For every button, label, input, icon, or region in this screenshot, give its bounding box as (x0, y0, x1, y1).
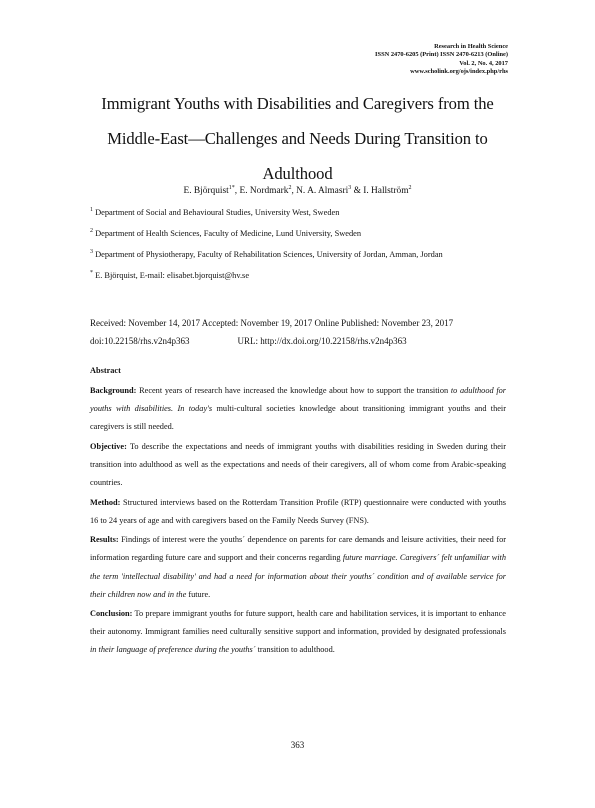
author-sup: 3 (348, 184, 352, 191)
method-text: Structured interviews based on the Rotterdam Transition Profile (RTP) questionnaire were conducted with youths 16 to 24 years of age and with caregivers based on the Family Needs Survey (FNS). (90, 497, 506, 525)
affiliation-item (90, 205, 506, 220)
affiliation-item (90, 226, 506, 241)
objective-text: To describe the expectations and needs of immigrant youths with disabilities residing in Sweden during their transition into adulthood as well as the expectations and needs of their caregivers, all of whom come from Arabic-speaking countries. (90, 441, 506, 488)
conclusion-text-2: transition to adulthood. (255, 645, 335, 655)
abstract-objective (90, 438, 506, 492)
corresponding-author: E. Björquist, E-mail: elisabet.bjorquist@hv.se (95, 271, 250, 280)
author-separator: & (351, 186, 364, 196)
doi[interactable]: doi:10.22158/rhs.v2n4p363 (90, 335, 190, 346)
doi-url[interactable]: URL: http://dx.doi.org/10.22158/rhs.v2n4p363 (237, 335, 407, 346)
affiliation-text: Department of Physiotherapy, Faculty of Rehabilitation Sciences, University of Jordan, Amman, Jordan (95, 250, 443, 259)
background-text: Recent years of research have increased the knowledge about how to support the transition (136, 386, 451, 396)
abstract-heading: Abstract (90, 366, 121, 375)
journal-name: Research in Health Science (434, 43, 508, 50)
journal-url[interactable]: www.scholink.org/ojs/index.php/rhs (410, 68, 508, 76)
author-sup: 1* (228, 184, 235, 191)
results-text-2: future. (186, 589, 211, 599)
author-sup: 2 (288, 184, 292, 191)
background-text-2: multi-cultural societies knowledge about transitioning immigrant youths and their caregivers is still needed. (90, 404, 507, 432)
author-sup: 2 (408, 184, 412, 191)
journal-issn: ISSN 2470-6205 (Print) ISSN 2470-6213 (Online) (375, 51, 508, 59)
author-name: N. A. Almasri (296, 186, 349, 196)
abstract (90, 362, 506, 661)
author-separator: , (234, 186, 240, 196)
received-accepted-published: Received: November 14, 2017 Accepted: November 19, 2017 Online Published: November 23, 2017 (90, 318, 454, 328)
conclusion-text: To prepare immigrant youths for future support, health care and habilitation services, it is important to enhance their autonomy. Immigrant families need culturally sensitive support and information, provided by designated professionals (90, 609, 506, 637)
paper-title (90, 86, 505, 191)
doi-row (90, 333, 506, 351)
affiliation-item (90, 268, 506, 283)
publication-dates (90, 315, 506, 350)
page-number: 363 (290, 740, 305, 750)
abstract-background (90, 382, 506, 436)
conclusion-label: Conclusion: (90, 609, 133, 619)
affiliation-sup: * (90, 270, 93, 277)
method-label: Method: (90, 497, 121, 507)
abstract-conclusion (90, 605, 506, 659)
title-line-2: Middle-East—Challenges and Needs During Transition to (107, 129, 488, 148)
affiliation-list (90, 205, 506, 289)
title-line-1: Immigrant Youths with Disabilities and Caregivers from the (101, 94, 494, 113)
conclusion-italic: in their language of preference during the youths´ (90, 645, 256, 655)
affiliation-text: Department of Social and Behavioural Studies, University West, Sweden (95, 208, 340, 217)
author-name: I. Hallström (363, 186, 409, 196)
results-italic: future marriage. Caregivers´ felt unfamiliar with the term 'intellectual disability' and had a need for information about their youths´ condition and of available service for their children now and in the (90, 553, 507, 599)
affiliation-text: Department of Health Sciences, Faculty of Medicine, Lund University, Sweden (95, 229, 362, 238)
results-text: Findings of interest were the youths´ dependence on parents for care demands and leisure activities, their need for information regarding future care and support and their concerns regarding (90, 535, 506, 563)
affiliation-sup: 3 (90, 249, 93, 256)
author-name: E. Nordmark (239, 186, 289, 196)
background-italic: to adulthood for youths with disabilities. In today's (90, 386, 506, 414)
journal-header (375, 43, 508, 77)
results-label: Results: (90, 535, 119, 545)
author-separator: , (291, 186, 297, 196)
author-name: E. Björquist (183, 186, 229, 196)
author-list (90, 186, 505, 196)
title-line-3: Adulthood (262, 164, 333, 183)
journal-volume: Vol. 2, No. 4, 2017 (459, 59, 508, 67)
background-label: Background: (90, 386, 137, 396)
abstract-method (90, 494, 506, 530)
affiliation-sup: 2 (90, 228, 93, 235)
objective-label: Objective: (90, 441, 127, 451)
affiliation-item (90, 247, 506, 262)
affiliation-sup: 1 (90, 207, 93, 214)
abstract-results (90, 531, 506, 603)
